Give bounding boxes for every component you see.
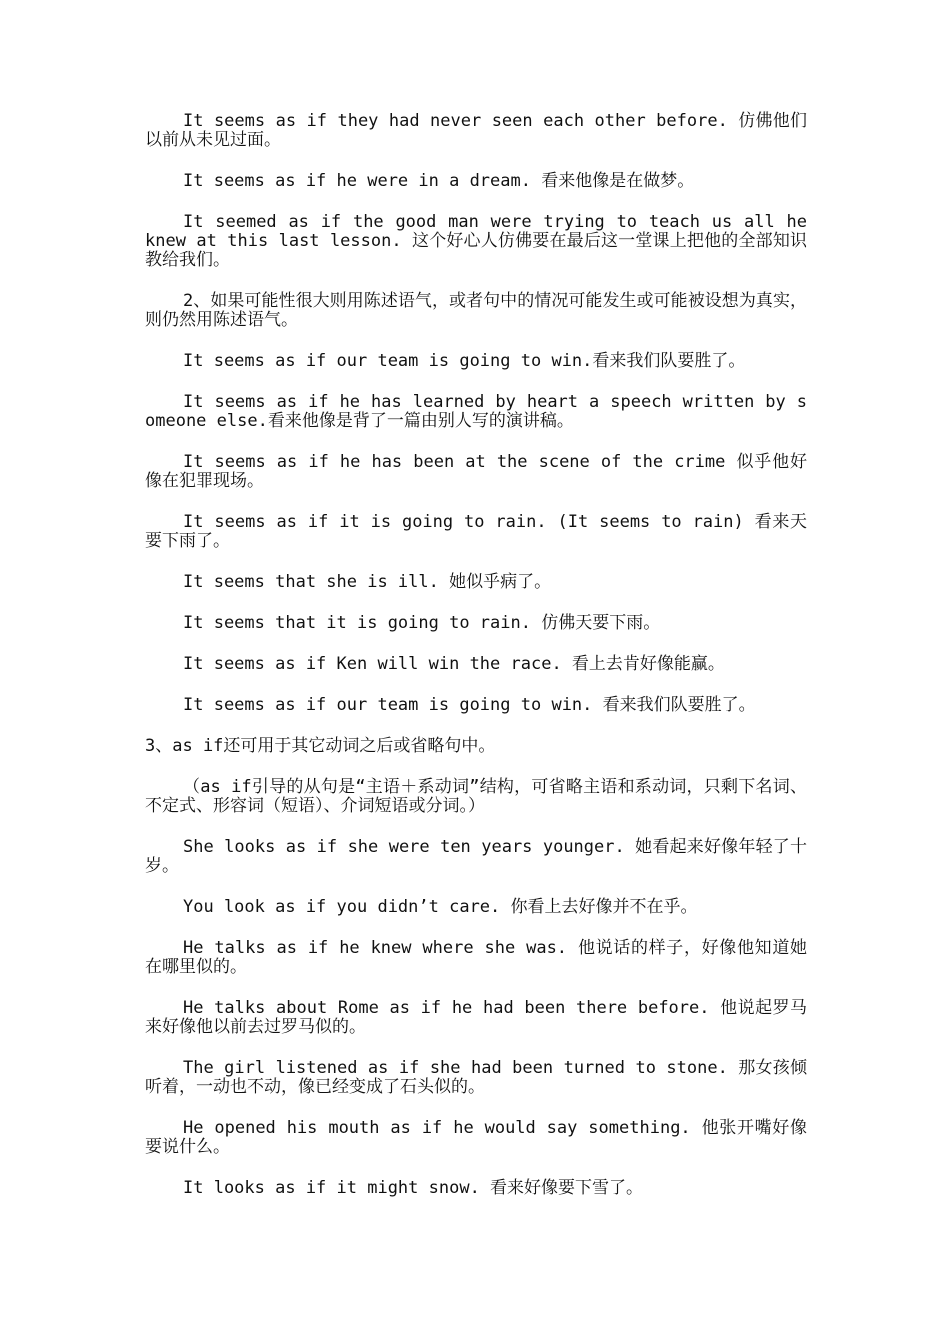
paragraph: It seems that it is going to rain. 仿佛天要下雨。 — [183, 613, 661, 633]
paragraph: It seems as if it is going to rain. (It seems to rain) 看来天要下雨了。 — [145, 512, 807, 551]
paragraph: It seems as if they had never seen each other before. 仿佛他们以前从未见过面。 — [145, 111, 807, 150]
section-point-3: 3、as if还可用于其它动词之后或省略句中。 — [145, 736, 496, 756]
paragraph: You look as if you didn’t care. 你看上去好像并不在乎。 — [183, 897, 698, 917]
paragraph: It seems as if our team is going to win.看来我们队要胜了。 — [183, 351, 746, 371]
paragraph: The girl listened as if she had been turned to stone. 那女孩倾听着，一动也不动，像已经变成了石头似的。 — [145, 1058, 807, 1097]
paragraph: It seems as if he has learned by heart a speech written by someone else.看来他像是背了一篇由别人写的演讲稿。 — [145, 392, 807, 431]
paragraph: It seems as if he has been at the scene of the crime 似乎他好像在犯罪现场。 — [145, 452, 807, 491]
document-page — [145, 112, 807, 1220]
paragraph: It seems as if he were in a dream. 看来他像是在做梦。 — [183, 171, 695, 191]
paragraph: It looks as if it might snow. 看来好像要下雪了。 — [183, 1178, 644, 1198]
paragraph: He talks about Rome as if he had been there before. 他说起罗马来好像他以前去过罗马似的。 — [145, 998, 807, 1037]
paragraph: He talks as if he knew where she was. 他说话的样子，好像他知道她在哪里似的。 — [145, 938, 807, 977]
section-point-2: 2、如果可能性很大则用陈述语气，或者句中的情况可能发生或可能被设想为真实，则仍然用陈述语气。 — [145, 291, 807, 330]
paragraph: It seemed as if the good man were trying to teach us all he knew at this last lesson. 这个好心人仿佛要在最后这一堂课上把他的全部知识教给我们。 — [145, 212, 807, 270]
paragraph: It seems as if Ken will win the race. 看上去肯好像能赢。 — [183, 654, 725, 674]
paragraph: He opened his mouth as if he would say something. 他张开嘴好像要说什么。 — [145, 1118, 807, 1157]
paragraph-note: （as if引导的从句是“主语＋系动词”结构，可省略主语和系动词，只剩下名词、不定式、形容词（短语）、介词短语或分词。） — [145, 777, 807, 816]
paragraph: It seems as if our team is going to win. 看来我们队要胜了。 — [183, 695, 756, 715]
paragraph: She looks as if she were ten years younger. 她看起来好像年轻了十岁。 — [145, 837, 807, 876]
paragraph: It seems that she is ill. 她似乎病了。 — [183, 572, 552, 592]
